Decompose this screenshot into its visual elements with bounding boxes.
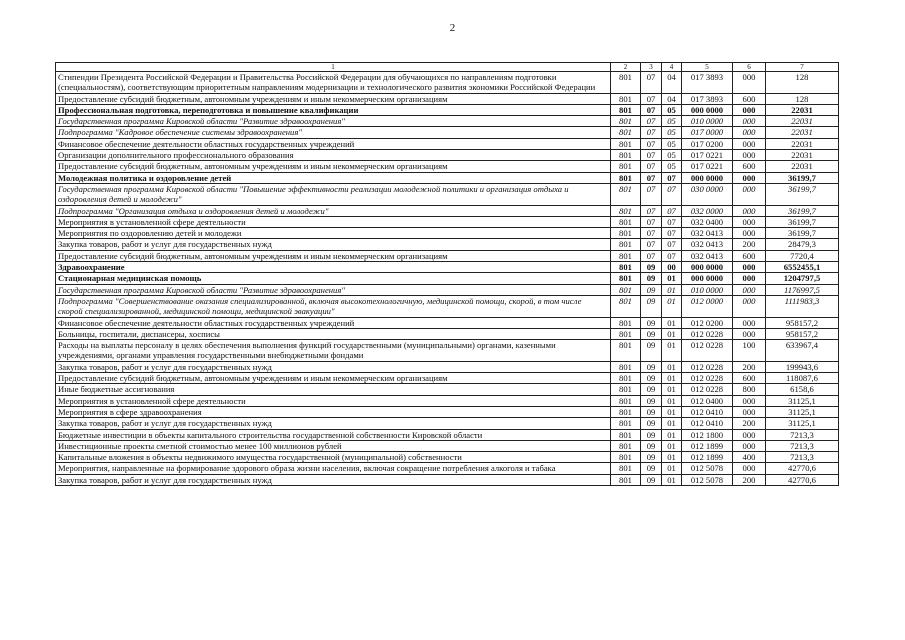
expense-type-cell: 800: [733, 384, 766, 395]
item-name-cell: Расходы на выплаты персоналу в целях обеспечения выполнения функций государственными (муниципальными) органами, казенными учреждениями, органами управления государственными внебюджетными фондами: [56, 340, 611, 362]
chapter-code-cell: 801: [611, 262, 641, 273]
section-code-cell: 07: [641, 93, 662, 104]
section-code-cell: 09: [641, 295, 662, 317]
expense-type-cell: 000: [733, 273, 766, 284]
target-article-cell: 012 1899: [682, 440, 733, 451]
subsection-code-cell: 07: [662, 205, 682, 216]
section-code-cell: 07: [641, 72, 662, 94]
expense-type-cell: 000: [733, 406, 766, 417]
target-article-cell: 017 3893: [682, 93, 733, 104]
item-name-cell: Предоставление субсидий бюджетным, автономным учреждениям и иным некоммерческим организациям: [56, 93, 611, 104]
section-code-cell: 07: [641, 205, 662, 216]
expense-type-cell: 600: [733, 250, 766, 261]
table-row: [56, 395, 839, 406]
target-article-cell: 012 0000: [682, 295, 733, 317]
table-row: [56, 104, 839, 115]
table-row: [56, 328, 839, 339]
table-row: [56, 93, 839, 104]
expense-type-cell: 200: [733, 239, 766, 250]
section-code-cell: 09: [641, 340, 662, 362]
subsection-code-cell: 07: [662, 250, 682, 261]
amount-cell: 36199,7: [766, 183, 839, 205]
chapter-code-cell: 801: [611, 273, 641, 284]
expense-type-cell: 200: [733, 474, 766, 485]
table-row: [56, 205, 839, 216]
table-row: [56, 262, 839, 273]
item-name-cell: Финансовое обеспечение деятельности областных государственных учреждений: [56, 138, 611, 149]
target-article-cell: 032 0400: [682, 216, 733, 227]
table-row: [56, 452, 839, 463]
table-row: [56, 138, 839, 149]
subsection-code-cell: 07: [662, 228, 682, 239]
section-code-cell: 07: [641, 239, 662, 250]
table-row: [56, 250, 839, 261]
target-article-cell: 032 0413: [682, 250, 733, 261]
expense-type-cell: 000: [733, 216, 766, 227]
column-header: 7: [766, 63, 839, 72]
table-row: [56, 361, 839, 372]
subsection-code-cell: 07: [662, 183, 682, 205]
section-code-cell: 09: [641, 440, 662, 451]
section-code-cell: 07: [641, 183, 662, 205]
section-code-cell: 09: [641, 395, 662, 406]
item-name-cell: Капитальные вложения в объекты недвижимого имущества государственной (муниципальной) собственности: [56, 452, 611, 463]
table-row: [56, 463, 839, 474]
expense-type-cell: 400: [733, 452, 766, 463]
section-code-cell: 07: [641, 161, 662, 172]
item-name-cell: Подпрограмма "Организация отдыха и оздоровления детей и молодежи": [56, 205, 611, 216]
amount-cell: 6158,6: [766, 384, 839, 395]
section-code-cell: 09: [641, 384, 662, 395]
chapter-code-cell: 801: [611, 340, 641, 362]
subsection-code-cell: 01: [662, 429, 682, 440]
target-article-cell: 012 5078: [682, 474, 733, 485]
amount-cell: 958157,2: [766, 328, 839, 339]
section-code-cell: 09: [641, 373, 662, 384]
section-code-cell: 09: [641, 273, 662, 284]
subsection-code-cell: 04: [662, 93, 682, 104]
chapter-code-cell: 801: [611, 127, 641, 138]
expense-type-cell: 000: [733, 172, 766, 183]
subsection-code-cell: 04: [662, 72, 682, 94]
expense-type-cell: 000: [733, 183, 766, 205]
expense-type-cell: 600: [733, 93, 766, 104]
table-body: [56, 72, 839, 486]
chapter-code-cell: 801: [611, 373, 641, 384]
section-code-cell: 07: [641, 116, 662, 127]
target-article-cell: 012 1899: [682, 452, 733, 463]
amount-cell: 128: [766, 72, 839, 94]
subsection-code-cell: 05: [662, 150, 682, 161]
chapter-code-cell: 801: [611, 452, 641, 463]
target-article-cell: 017 0000: [682, 127, 733, 138]
chapter-code-cell: 801: [611, 205, 641, 216]
item-name-cell: Закупка товаров, работ и услуг для государственных нужд: [56, 474, 611, 485]
expense-type-cell: 000: [733, 104, 766, 115]
chapter-code-cell: 801: [611, 384, 641, 395]
chapter-code-cell: 801: [611, 239, 641, 250]
subsection-code-cell: 01: [662, 361, 682, 372]
column-header: 1: [56, 63, 611, 72]
subsection-code-cell: 01: [662, 328, 682, 339]
target-article-cell: 032 0000: [682, 205, 733, 216]
target-article-cell: 000 0000: [682, 273, 733, 284]
target-article-cell: 000 0000: [682, 172, 733, 183]
table-row: [56, 228, 839, 239]
chapter-code-cell: 801: [611, 440, 641, 451]
amount-cell: 1111983,3: [766, 295, 839, 317]
chapter-code-cell: 801: [611, 395, 641, 406]
target-article-cell: 012 0228: [682, 328, 733, 339]
item-name-cell: Государственная программа Кировской области "Развитие здравоохранения": [56, 116, 611, 127]
column-number-row: [56, 63, 839, 72]
chapter-code-cell: 801: [611, 474, 641, 485]
target-article-cell: 030 0000: [682, 183, 733, 205]
amount-cell: 118087,6: [766, 373, 839, 384]
expense-type-cell: 200: [733, 418, 766, 429]
table-row: [56, 161, 839, 172]
section-code-cell: 09: [641, 406, 662, 417]
budget-table: [55, 62, 839, 486]
chapter-code-cell: 801: [611, 93, 641, 104]
item-name-cell: Стипендии Президента Российской Федерации и Правительства Российской Федерации для обучающихся по направлениям подготовки (специальностям), соответствующим приоритетным направлениям модернизации и технологического развития экономики Российской Федерации: [56, 72, 611, 94]
item-name-cell: Мероприятия по оздоровлению детей и молодежи: [56, 228, 611, 239]
target-article-cell: 012 0228: [682, 340, 733, 362]
target-article-cell: 017 0221: [682, 161, 733, 172]
amount-cell: 31125,1: [766, 395, 839, 406]
table-row: [56, 239, 839, 250]
table-row: [56, 116, 839, 127]
chapter-code-cell: 801: [611, 284, 641, 295]
target-article-cell: 010 0000: [682, 284, 733, 295]
amount-cell: 958157,2: [766, 317, 839, 328]
item-name-cell: Закупка товаров, работ и услуг для государственных нужд: [56, 239, 611, 250]
chapter-code-cell: 801: [611, 418, 641, 429]
amount-cell: 22031: [766, 161, 839, 172]
chapter-code-cell: 801: [611, 161, 641, 172]
target-article-cell: 010 0000: [682, 116, 733, 127]
target-article-cell: 012 1800: [682, 429, 733, 440]
amount-cell: 7720,4: [766, 250, 839, 261]
subsection-code-cell: 01: [662, 463, 682, 474]
section-code-cell: 09: [641, 284, 662, 295]
subsection-code-cell: 01: [662, 474, 682, 485]
subsection-code-cell: 01: [662, 395, 682, 406]
section-code-cell: 07: [641, 228, 662, 239]
chapter-code-cell: 801: [611, 138, 641, 149]
item-name-cell: Молодежная политика и оздоровление детей: [56, 172, 611, 183]
amount-cell: 22031: [766, 104, 839, 115]
table-row: [56, 474, 839, 485]
section-code-cell: 07: [641, 138, 662, 149]
expense-type-cell: 000: [733, 138, 766, 149]
target-article-cell: 000 0000: [682, 262, 733, 273]
subsection-code-cell: 07: [662, 216, 682, 227]
expense-type-cell: 000: [733, 150, 766, 161]
subsection-code-cell: 05: [662, 138, 682, 149]
item-name-cell: Предоставление субсидий бюджетным, автономным учреждениям и иным некоммерческим организациям: [56, 373, 611, 384]
amount-cell: 22031: [766, 116, 839, 127]
amount-cell: 7213,3: [766, 429, 839, 440]
item-name-cell: Здравоохранение: [56, 262, 611, 273]
subsection-code-cell: 01: [662, 295, 682, 317]
table-row: [56, 172, 839, 183]
amount-cell: 1204797,5: [766, 273, 839, 284]
expense-type-cell: 000: [733, 328, 766, 339]
item-name-cell: Иные бюджетные ассигнования: [56, 384, 611, 395]
chapter-code-cell: 801: [611, 328, 641, 339]
target-article-cell: 000 0000: [682, 104, 733, 115]
expense-type-cell: 000: [733, 284, 766, 295]
amount-cell: 42770,6: [766, 474, 839, 485]
amount-cell: 36199,7: [766, 172, 839, 183]
section-code-cell: 09: [641, 317, 662, 328]
expense-type-cell: 000: [733, 429, 766, 440]
subsection-code-cell: 01: [662, 406, 682, 417]
expense-type-cell: 000: [733, 72, 766, 94]
amount-cell: 7213,3: [766, 440, 839, 451]
chapter-code-cell: 801: [611, 150, 641, 161]
section-code-cell: 07: [641, 250, 662, 261]
chapter-code-cell: 801: [611, 172, 641, 183]
target-article-cell: 032 0413: [682, 228, 733, 239]
subsection-code-cell: 05: [662, 104, 682, 115]
item-name-cell: Подпрограмма "Кадровое обеспечение системы здравоохранения": [56, 127, 611, 138]
expense-type-cell: 000: [733, 116, 766, 127]
chapter-code-cell: 801: [611, 295, 641, 317]
amount-cell: 36199,7: [766, 228, 839, 239]
table-row: [56, 183, 839, 205]
item-name-cell: Предоставление субсидий бюджетным, автономным учреждениям и иным некоммерческим организациям: [56, 250, 611, 261]
subsection-code-cell: 01: [662, 384, 682, 395]
table-row: [56, 284, 839, 295]
subsection-code-cell: 01: [662, 340, 682, 362]
table-row: [56, 440, 839, 451]
target-article-cell: 012 0410: [682, 418, 733, 429]
expense-type-cell: 000: [733, 463, 766, 474]
target-article-cell: 032 0413: [682, 239, 733, 250]
item-name-cell: Подпрограмма "Совершенствование оказания специализированной, включая высокотехнологичную, медицинской помощи, скорой, в том числе скорой специализированной, медицинской помощи, медицинской эвакуации": [56, 295, 611, 317]
amount-cell: 6552455,1: [766, 262, 839, 273]
item-name-cell: Закупка товаров, работ и услуг для государственных нужд: [56, 361, 611, 372]
amount-cell: 31125,1: [766, 406, 839, 417]
expense-type-cell: 200: [733, 361, 766, 372]
amount-cell: 22031: [766, 127, 839, 138]
table-row: [56, 127, 839, 138]
section-code-cell: 07: [641, 172, 662, 183]
amount-cell: 36199,7: [766, 205, 839, 216]
section-code-cell: 09: [641, 429, 662, 440]
target-article-cell: 017 3893: [682, 72, 733, 94]
subsection-code-cell: 07: [662, 172, 682, 183]
subsection-code-cell: 05: [662, 116, 682, 127]
subsection-code-cell: 05: [662, 127, 682, 138]
expense-type-cell: 000: [733, 262, 766, 273]
target-article-cell: 012 0228: [682, 361, 733, 372]
section-code-cell: 07: [641, 216, 662, 227]
section-code-cell: 09: [641, 463, 662, 474]
item-name-cell: Предоставление субсидий бюджетным, автономным учреждениям и иным некоммерческим организациям: [56, 161, 611, 172]
subsection-code-cell: 01: [662, 317, 682, 328]
chapter-code-cell: 801: [611, 250, 641, 261]
amount-cell: 22031: [766, 138, 839, 149]
section-code-cell: 07: [641, 150, 662, 161]
target-article-cell: 012 0400: [682, 395, 733, 406]
expense-type-cell: 000: [733, 127, 766, 138]
chapter-code-cell: 801: [611, 361, 641, 372]
expense-type-cell: 000: [733, 205, 766, 216]
item-name-cell: Закупка товаров, работ и услуг для государственных нужд: [56, 418, 611, 429]
table-row: [56, 429, 839, 440]
subsection-code-cell: 01: [662, 373, 682, 384]
expense-type-cell: 000: [733, 440, 766, 451]
section-code-cell: 09: [641, 328, 662, 339]
amount-cell: 31125,1: [766, 418, 839, 429]
chapter-code-cell: 801: [611, 228, 641, 239]
chapter-code-cell: 801: [611, 116, 641, 127]
item-name-cell: Больницы, госпитали, диспансеры, хосписы: [56, 328, 611, 339]
table-row: [56, 384, 839, 395]
expense-type-cell: 000: [733, 295, 766, 317]
item-name-cell: Стационарная медицинская помощь: [56, 273, 611, 284]
item-name-cell: Государственная программа Кировской области "Повышение эффективности реализации молодежной политики и организация отдыха и оздоровления детей и молодежи": [56, 183, 611, 205]
table-row: [56, 273, 839, 284]
amount-cell: 128: [766, 93, 839, 104]
amount-cell: 22031: [766, 150, 839, 161]
amount-cell: 42770,6: [766, 463, 839, 474]
table-row: [56, 295, 839, 317]
chapter-code-cell: 801: [611, 463, 641, 474]
expense-type-cell: 600: [733, 161, 766, 172]
amount-cell: 36199,7: [766, 216, 839, 227]
table-row: [56, 340, 839, 362]
subsection-code-cell: 01: [662, 273, 682, 284]
amount-cell: 1176997,5: [766, 284, 839, 295]
table-row: [56, 373, 839, 384]
table-row: [56, 406, 839, 417]
column-header: 3: [641, 63, 662, 72]
item-name-cell: Мероприятия в установленной сфере деятельности: [56, 216, 611, 227]
item-name-cell: Мероприятия, направленные на формирование здорового образа жизни населения, включая сокращение потребления алкоголя и табака: [56, 463, 611, 474]
table-row: [56, 216, 839, 227]
section-code-cell: 09: [641, 361, 662, 372]
target-article-cell: 012 0228: [682, 373, 733, 384]
chapter-code-cell: 801: [611, 406, 641, 417]
chapter-code-cell: 801: [611, 72, 641, 94]
section-code-cell: 09: [641, 262, 662, 273]
expense-type-cell: 000: [733, 228, 766, 239]
chapter-code-cell: 801: [611, 104, 641, 115]
item-name-cell: Бюджетные инвестиции в объекты капитального строительства государственной собственности Кировской области: [56, 429, 611, 440]
amount-cell: 7213,3: [766, 452, 839, 463]
section-code-cell: 07: [641, 127, 662, 138]
subsection-code-cell: 01: [662, 452, 682, 463]
item-name-cell: Мероприятия в установленной сфере деятельности: [56, 395, 611, 406]
item-name-cell: Инвестиционные проекты сметной стоимостью менее 100 миллионов рублей: [56, 440, 611, 451]
item-name-cell: Профессиональная подготовка, переподготовка и повышение квалификации: [56, 104, 611, 115]
section-code-cell: 09: [641, 474, 662, 485]
amount-cell: 199943,6: [766, 361, 839, 372]
subsection-code-cell: 05: [662, 161, 682, 172]
target-article-cell: 017 0221: [682, 150, 733, 161]
chapter-code-cell: 801: [611, 429, 641, 440]
target-article-cell: 012 0200: [682, 317, 733, 328]
table-row: [56, 150, 839, 161]
column-header: 5: [682, 63, 733, 72]
subsection-code-cell: 00: [662, 262, 682, 273]
subsection-code-cell: 07: [662, 239, 682, 250]
item-name-cell: Организации дополнительного профессионального образования: [56, 150, 611, 161]
section-code-cell: 09: [641, 452, 662, 463]
subsection-code-cell: 01: [662, 440, 682, 451]
chapter-code-cell: 801: [611, 317, 641, 328]
subsection-code-cell: 01: [662, 284, 682, 295]
item-name-cell: Государственная программа Кировской области "Развитие здравоохранения": [56, 284, 611, 295]
table-row: [56, 72, 839, 94]
target-article-cell: 017 0200: [682, 138, 733, 149]
section-code-cell: 07: [641, 104, 662, 115]
expense-type-cell: 000: [733, 317, 766, 328]
page-number: 2: [449, 22, 456, 34]
chapter-code-cell: 801: [611, 183, 641, 205]
expense-type-cell: 100: [733, 340, 766, 362]
item-name-cell: Финансовое обеспечение деятельности областных государственных учреждений: [56, 317, 611, 328]
column-header: 6: [733, 63, 766, 72]
column-header: 4: [662, 63, 682, 72]
table-row: [56, 418, 839, 429]
chapter-code-cell: 801: [611, 216, 641, 227]
table-row: [56, 317, 839, 328]
target-article-cell: 012 0410: [682, 406, 733, 417]
amount-cell: 28479,3: [766, 239, 839, 250]
column-header: 2: [611, 63, 641, 72]
amount-cell: 633967,4: [766, 340, 839, 362]
expense-type-cell: 600: [733, 373, 766, 384]
target-article-cell: 012 5078: [682, 463, 733, 474]
item-name-cell: Мероприятия в сфере здравоохранения: [56, 406, 611, 417]
target-article-cell: 012 0228: [682, 384, 733, 395]
section-code-cell: 09: [641, 418, 662, 429]
subsection-code-cell: 01: [662, 418, 682, 429]
expense-type-cell: 000: [733, 395, 766, 406]
